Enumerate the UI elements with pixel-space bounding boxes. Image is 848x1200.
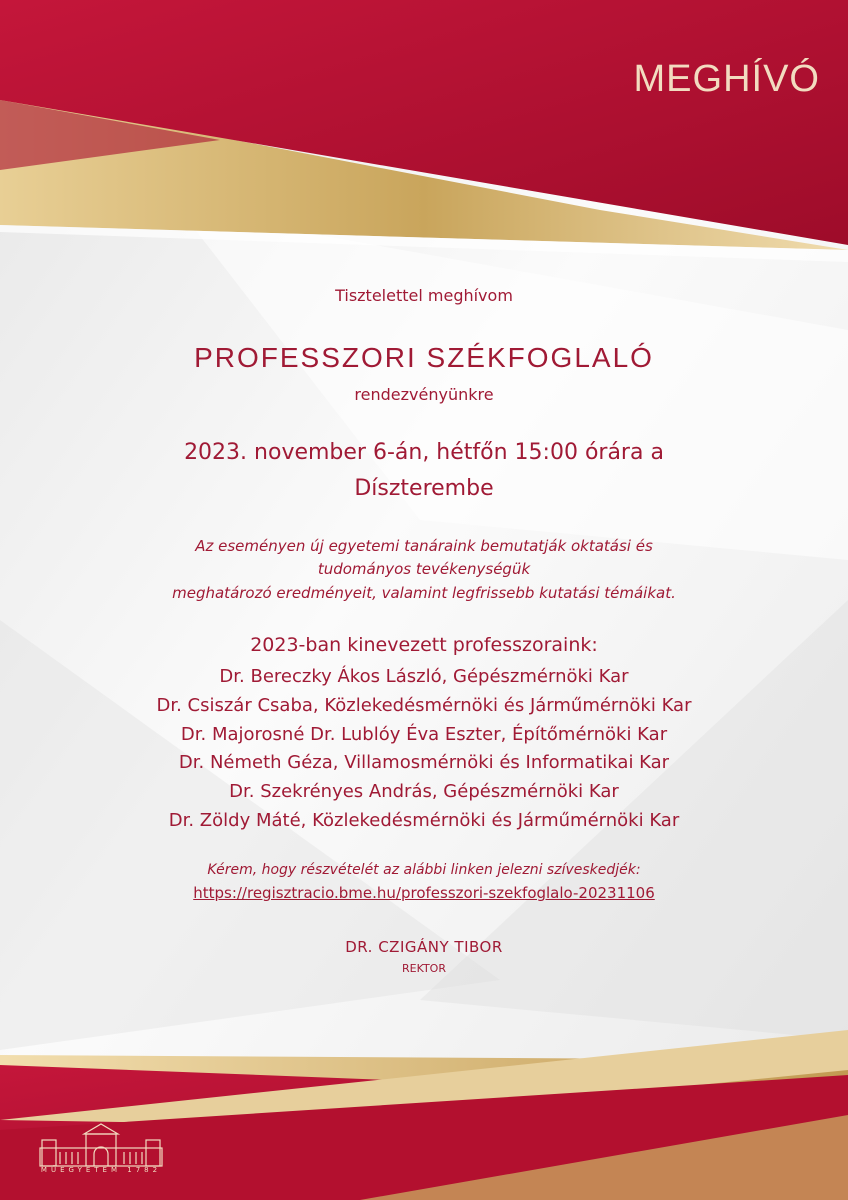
- professors-heading: 2023-ban kinevezett professzoraink:: [250, 634, 598, 656]
- event-title: PROFESSZORI SZÉKFOGLALÓ: [194, 342, 654, 373]
- professor-item: Dr. Németh Géza, Villamosmérnöki és Informatikai Kar: [178, 752, 670, 773]
- event-suffix: rendezvényünkre: [354, 385, 494, 404]
- greeting-text: Tisztelettel meghívom: [335, 286, 513, 305]
- registration-note: Kérem, hogy részvételét az alábbi linken jelezni szíveskedjék:: [207, 862, 641, 878]
- event-venue: Díszterembe: [354, 476, 494, 501]
- professor-item: Dr. Szekrényes András, Gépészmérnöki Kar: [229, 781, 619, 802]
- professor-item: Dr. Majorosné Dr. Lublóy Éva Eszter, Építőmérnöki Kar: [180, 724, 668, 745]
- registration-link[interactable]: https://regisztracio.bme.hu/professzori-szekfoglalo-20231106: [193, 884, 655, 902]
- description-line: meghatározó eredményeit, valamint legfrissebb kutatási témáikat.: [172, 584, 676, 602]
- signature-role: REKTOR: [402, 962, 446, 975]
- signature-name: DR. CZIGÁNY TIBOR: [345, 938, 503, 956]
- professor-item: Dr. Zöldy Máté, Közlekedésmérnöki és Járműmérnöki Kar: [168, 810, 680, 831]
- professor-item: Dr. Csiszár Csaba, Közlekedésmérnöki és Járműmérnöki Kar: [156, 695, 692, 716]
- professor-item: Dr. Bereczky Ákos László, Gépészmérnöki Kar: [219, 666, 629, 687]
- university-logo-text: MŰEGYETEM 1782: [40, 1166, 162, 1174]
- description-line: Az eseményen új egyetemi tanáraink bemutatják oktatási és: [195, 537, 653, 555]
- invitation-label: MEGHÍVÓ: [633, 58, 820, 100]
- event-date: 2023. november 6-án, hétfőn 15:00 órára a: [184, 440, 664, 465]
- description-line: tudományos tevékenységük: [317, 560, 531, 578]
